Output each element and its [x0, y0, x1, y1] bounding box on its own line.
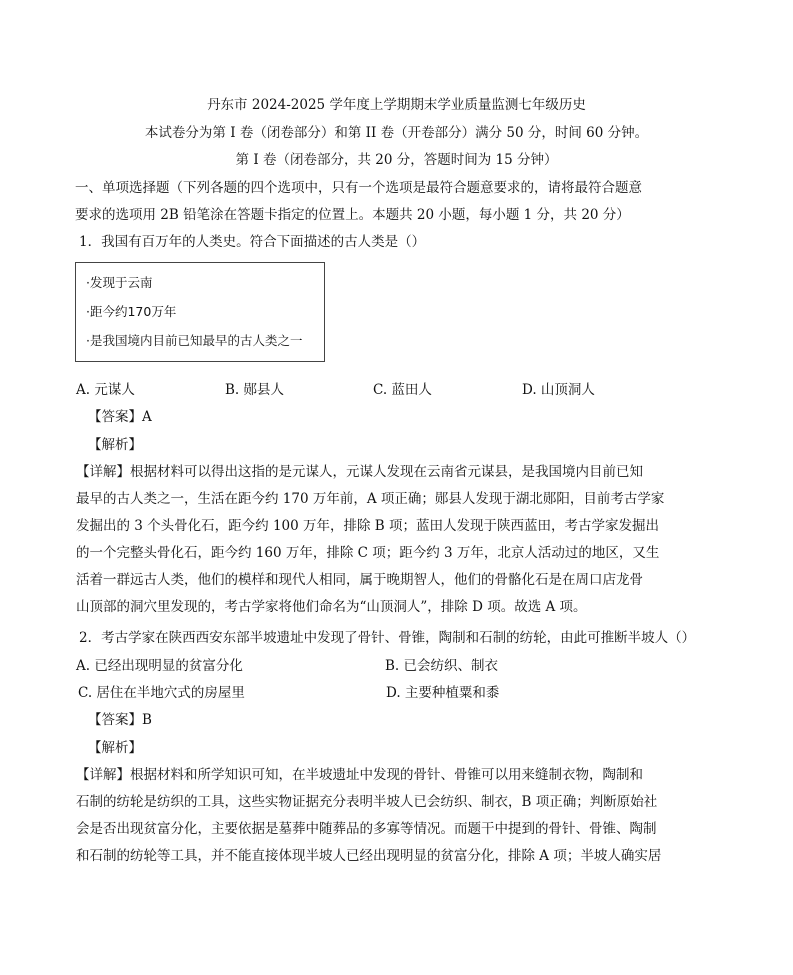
q1-analysis-label: 【解析】 [88, 437, 142, 453]
question-2-stem: 2．考古学家在陕西西安东部半坡遗址中发现了骨针、骨锥，陶制和石制的纺轮，由此可推断半坡人（） [79, 630, 696, 646]
q2-option-a: A. 已经出现明显的贫富分化 [76, 658, 243, 674]
material-box [75, 262, 325, 362]
instructions-line-1: 一、单项选择题（下列各题的四个选项中，只有一个选项是最符合题意要求的，请将最符合题意 [75, 180, 642, 196]
q1-explanation-line: 山顶部的洞穴里发现的，考古学家将他们命名为“山顶洞人”，排除 D 项。故选 A 项。 [76, 599, 587, 615]
q1-explanation-line: 活着一群远古人类，他们的模样和现代人相同，属于晚期智人，他们的骨骼化石是在周口店龙骨 [76, 572, 643, 588]
q2-option-c: C. 居住在半地穴式的房屋里 [78, 685, 245, 701]
q2-option-d: D. 主要种植粟和黍 [386, 685, 500, 701]
instructions-line-2: 要求的选项用 2B 铅笔涂在答题卡指定的位置上。本题共 20 小题，每小题 1 分，共 20 分） [75, 207, 630, 223]
q1-explanation-line: 发掘出的 3 个头骨化石，距今约 100 万年，排除 B 项；蓝田人发现于陕西蓝田，考古学家发掘出 [76, 518, 660, 534]
q2-explanation-line: 【详解】根据材料和所学知识可知，在半坡遗址中发现的骨针、骨锥可以用来缝制衣物，陶制和 [76, 767, 643, 783]
q1-explanation-line: 【详解】根据材料可以得出这指的是元谋人，元谋人发现在云南省元谋县，是我国境内目前已知 [76, 464, 643, 480]
q2-answer: 【答案】B [88, 712, 152, 728]
section-heading: 第 I 卷（闭卷部分，共 20 分，答题时间为 15 分钟） [235, 152, 558, 168]
q1-option-a: A. 元谋人 [76, 382, 135, 398]
material-item: ·发现于云南 [86, 275, 153, 290]
q1-option-c: C. 蓝田人 [373, 382, 432, 398]
page-title: 丹东市 2024-2025 学年度上学期期末学业质量监测七年级历史 [207, 97, 586, 113]
q1-option-d: D. 山顶洞人 [522, 382, 595, 398]
q1-explanation-line: 最早的古人类之一，生活在距今约 170 万年前，A 项正确；郧县人发现于湖北郧阳，目前考古学家 [76, 491, 665, 507]
q1-answer: 【答案】A [88, 409, 152, 425]
q2-analysis-label: 【解析】 [88, 740, 142, 756]
exam-info: 本试卷分为第 I 卷（闭卷部分）和第 II 卷（开卷部分）满分 50 分，时间 60 分钟。 [144, 125, 649, 141]
q2-explanation-line: 会是否出现贫富分化，主要依据是墓葬中随葬品的多寡等情况。而题干中提到的骨针、骨锥、陶制 [76, 821, 657, 837]
q1-option-b: B. 郧县人 [225, 382, 285, 398]
q1-explanation-line: 的一个完整头骨化石，距今约 160 万年，排除 C 项；距今约 3 万年，北京人活动过的地区，又生 [76, 545, 660, 561]
q2-explanation-line: 和石制的纺轮等工具，并不能直接体现半坡人已经出现明显的贫富分化，排除 A 项；半坡人确实居 [76, 848, 662, 864]
material-item: ·距今约170万年 [86, 304, 177, 319]
question-1-stem: 1．我国有百万年的人类史。符合下面描述的古人类是（） [79, 234, 426, 250]
material-item: ·是我国境内目前已知最早的古人类之一 [86, 333, 303, 348]
q2-option-b: B. 已会纺织、制衣 [385, 658, 499, 674]
q2-explanation-line: 石制的纺轮是纺织的工具，这些实物证据充分表明半坡人已会纺织、制衣，B 项正确；判断原始社 [76, 794, 658, 810]
